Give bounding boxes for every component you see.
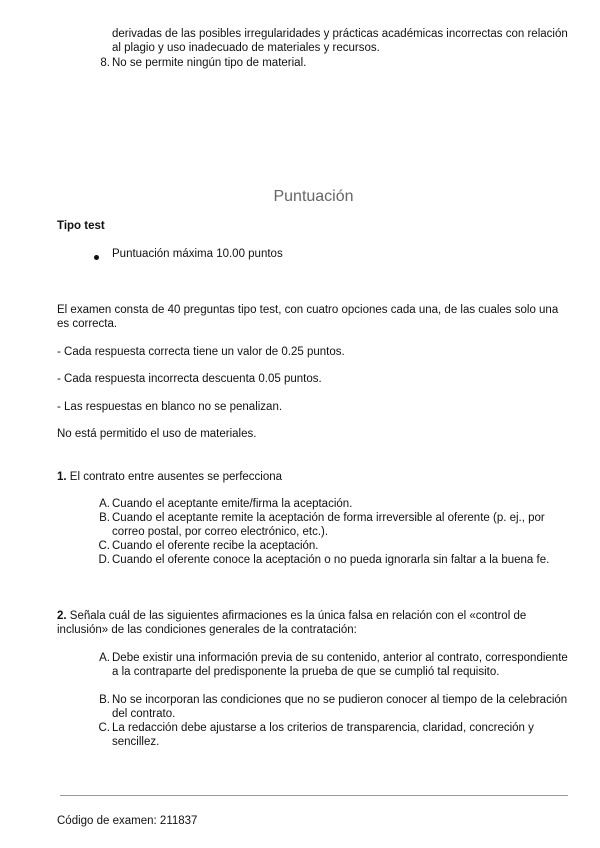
- footer-divider: [60, 795, 568, 796]
- option-letter: A.: [99, 498, 110, 510]
- option-text: La redacción debe ajustarse a los criterios de transparencia, claridad, concreción y sencillez.: [112, 722, 534, 748]
- option-letter: C.: [98, 540, 110, 552]
- option-text: Cuando el aceptante emite/firma la aceptación.: [112, 498, 353, 510]
- question-2-title: [57, 610, 569, 637]
- question-1-title: [57, 471, 569, 485]
- option-letter: B.: [99, 694, 110, 706]
- bullet-icon: [94, 255, 99, 260]
- option-letter: C.: [98, 722, 110, 734]
- question-number: 2.: [57, 610, 67, 622]
- section-heading: Puntuación: [273, 188, 354, 205]
- question-number: 1.: [57, 471, 67, 483]
- option-text: Debe existir una información previa de su contenido, anterior al contrato, correspondiente a la contraparte del predisponente la prueba de que se cumplió tal requisito.: [112, 652, 568, 678]
- option-text: Cuando el aceptante remite la aceptación de forma irreversible al oferente (p. ej., por correo postal, por correo electrónico, etc.).: [112, 512, 545, 538]
- option-letter: A.: [99, 652, 110, 664]
- rule-item-text: No se permite ningún tipo de material.: [112, 57, 307, 69]
- option-text: Cuando el oferente recibe la aceptación.: [112, 540, 319, 552]
- max-score-bullet: Puntuación máxima 10.00 puntos: [112, 248, 283, 260]
- rule-item-number: 8.: [100, 57, 110, 69]
- exam-code: Código de examen: 211837: [57, 815, 198, 827]
- section-subheading: Tipo test: [57, 220, 105, 232]
- option-letter: D.: [98, 554, 110, 566]
- rules-continued-text: derivadas de las posibles irregularidades y prácticas académicas incorrectas con relación al plagio y uso inadecuado de materiales y recursos.: [112, 28, 568, 54]
- option-text: Cuando el oferente conoce la aceptación o no pueda ignorarla sin faltar a la buena fe.: [112, 554, 550, 566]
- scoring-rule-correct: - Cada respuesta correcta tiene un valor de 0.25 puntos.: [57, 346, 345, 358]
- option-letter: B.: [99, 512, 110, 524]
- question-text: El contrato entre ausentes se perfecciona: [69, 471, 283, 483]
- scoring-rule-blank: - Las respuestas en blanco no se penalizan.: [57, 401, 283, 413]
- scoring-rule-incorrect: - Cada respuesta incorrecta descuenta 0.05 puntos.: [57, 373, 322, 385]
- exam-description: El examen consta de 40 preguntas tipo test, con cuatro opciones cada una, de las cuales solo una es correcta.: [57, 304, 559, 330]
- materials-note: No está permitido el uso de materiales.: [57, 428, 257, 440]
- question-text: Señala cuál de las siguientes afirmaciones es la única falsa en relación con el «control de inclusión» de las condiciones generales de la contratación:: [57, 610, 527, 636]
- option-text: No se incorporan las condiciones que no se pudieron conocer al tiempo de la celebración del contrato.: [112, 694, 568, 720]
